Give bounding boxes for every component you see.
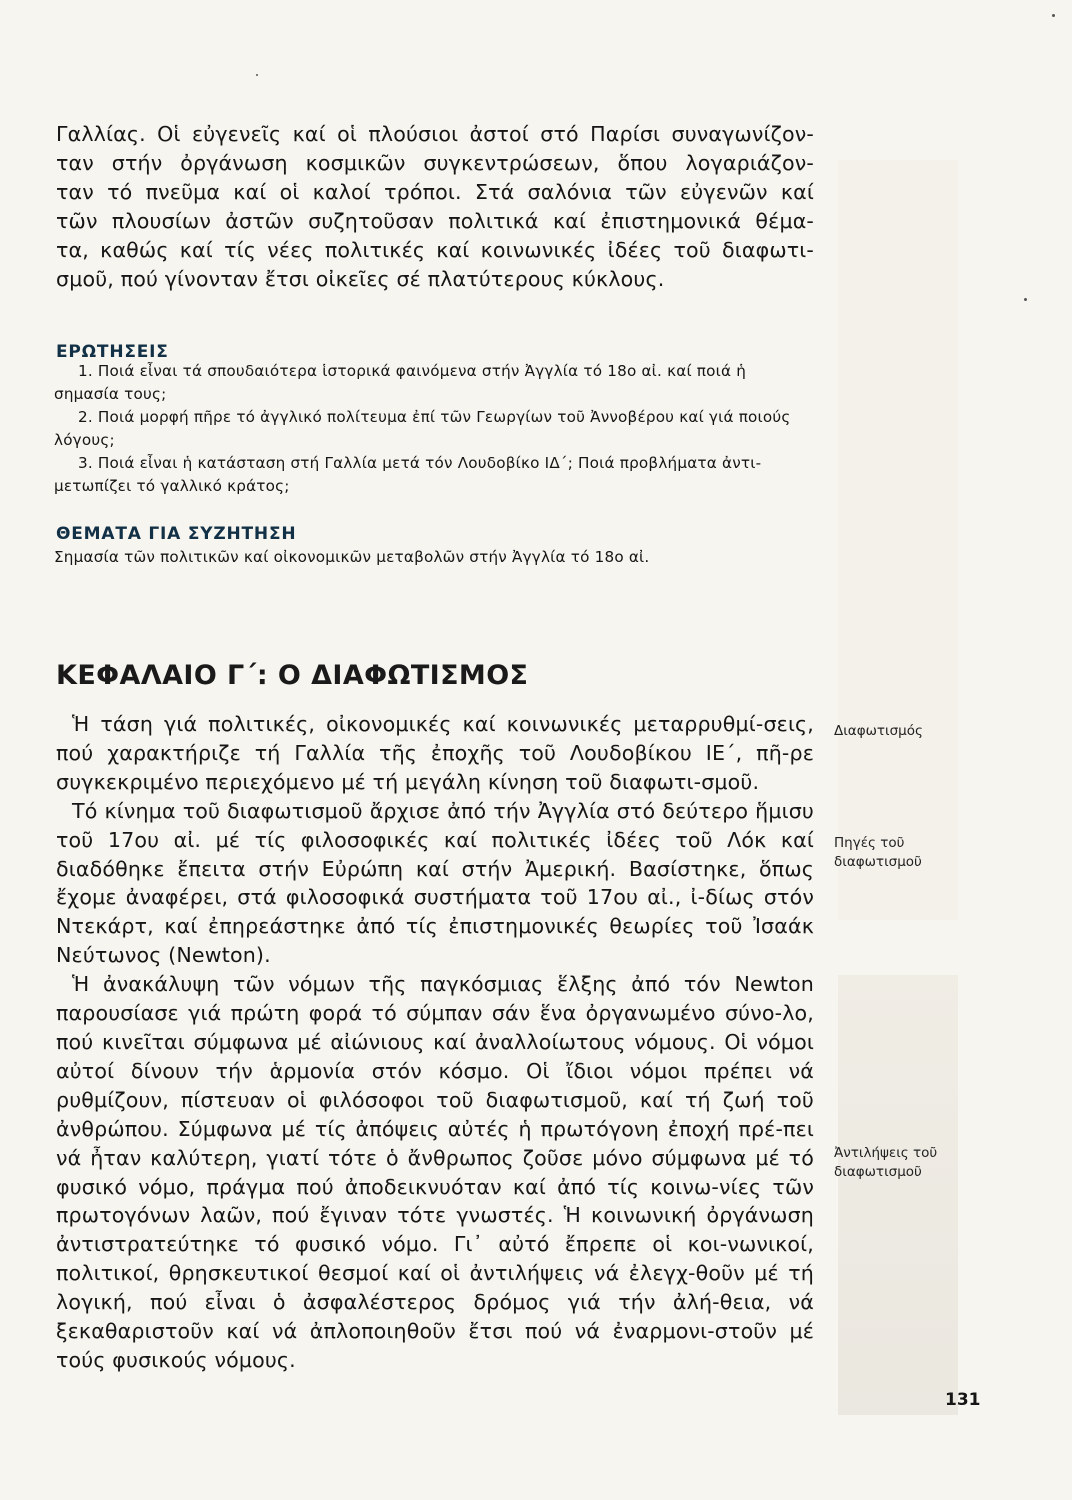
questions-list	[54, 360, 814, 498]
scan-speck	[1052, 14, 1055, 17]
margin-note-text: Πηγές τοῦ	[834, 835, 905, 851]
text-line: Γαλλίας. Οἱ εὐγενεῖς καί οἱ πλούσιοι ἀστοί στό Παρίσι συναγωνίζον-	[56, 122, 814, 146]
margin-background	[838, 160, 958, 920]
discussion-text-block	[54, 546, 814, 569]
paragraph-views: Ἡ ἀνακάλυψη τῶν νόμων τῆς παγκόσμιας ἕλξης ἀπό τόν Newton παρουσίασε γιά πρώτη φορά τό σύμπαν σάν ἕνα ὀργανωμένο σύνο-λο, πού κινεῖται σύμφωνα μέ αἰώνιους καί ἀναλλοίωτους νόμους. Οἱ νόμοι αὐτοί δίνουν τήν ἁρμονία στόν κόσμο. Οἱ ἴδιοι νόμοι πρέπει νά ρυθμίζουν, πίστευαν οἱ φιλόσοφοι τοῦ διαφωτισμοῦ, καί τή ζωή τοῦ ἀνθρώπου. Σύμφωνα μέ τίς ἀπόψεις αὐτές ἡ πρωτόγονη ἐποχή πρέ-πει νά ἦταν καλύτερη, γιατί τότε ὁ ἄνθρωπος ζοῦσε μόνο σύμφωνα μέ τό φυσικό νόμο, πράγμα πού ἀποδεικνυόταν καί ἀπό τίς κοινω-νίες τῶν πρωτογόνων λαῶν, πού ἔγιναν τότε γνωστές. Ἡ κοινωνική ὀργάνωση ἀντιστρατεύτηκε τό φυσικό νόμο. Γι᾿ αὐτό ἔπρεπε οἱ κοι-νωνικοί, πολιτικοί, θρησκευτικοί θεσμοί καί οἱ ἀντιλήψεις νά ἐλεγχ-θοῦν μέ τή λογική, πού εἶναι ὁ ἀσφαλέστερος δρόμος γιά τήν ἀλή-θεια, νά ξεκαθαριστοῦν καί νά ἀπλοποιηθοῦν ἔτσι πού νά ἐναρμονι-στοῦν μέ τούς φυσικούς νόμους.	[56, 972, 814, 1372]
page-number: 131	[945, 1390, 981, 1410]
question-item: 1. Ποιά εἶναι τά σπουδαιότερα ἱστορικά φαινόμενα στήν Ἀγγλία τό 18ο αἰ. καί ποιά ἡ σημασία τους;	[54, 362, 747, 403]
margin-note-enlightenment	[834, 722, 974, 741]
paragraph-sources: Τό κίνημα τοῦ διαφωτισμοῦ ἄρχισε ἀπό τήν Ἀγγλία στό δεύτερο ἥμισυ τοῦ 17ου αἰ. μέ τίς φιλοσοφικές καί πολιτικές ἰδέες τοῦ Λόκ καί διαδόθηκε ἔπειτα στήν Εὐρώπη καί στήν Ἀμερική. Βασίστηκε, ὅπως ἔχομε ἀναφέρει, στά φιλοσοφικά συστήματα τοῦ 17ου αἰ., ἰ-δίως στόν Ντεκάρτ, καί ἐπηρεάστηκε ἀπό τίς ἐπιστημονικές θεωρίες τοῦ Ἰσαάκ Νεύτωνος (Newton).	[56, 798, 814, 968]
chapter-body	[56, 710, 814, 1375]
question-item: 3. Ποιά εἶναι ἡ κατάσταση στή Γαλλία μετά τόν Λουδοβίκο ΙΔ΄; Ποιά προβλήματα ἀντι-μετωπίζει τό γαλλικό κράτος;	[54, 454, 762, 495]
margin-note-text: Ἀντιλήψεις τοῦ	[834, 1145, 938, 1161]
margin-note-text: Διαφωτισμός	[834, 723, 923, 739]
margin-note-text: διαφωτισμοῦ	[834, 854, 922, 870]
scan-speck	[256, 74, 258, 76]
margin-note-views	[834, 1144, 974, 1182]
paragraph-intro: Ἡ τάση γιά πολιτικές, οἰκονομικές καί κοινωνικές μεταρρυθμί-σεις, πού χαρακτήριζε τή Γαλλία τῆς ἐποχῆς τοῦ Λουδοβίκου ΙΕ΄, πῆ-ρε συγκεκριμένο περιεχόμενο μέ τή μεγάλη κίνηση τοῦ διαφωτι-σμοῦ.	[56, 712, 814, 794]
questions-heading: ΕΡΩΤΗΣΕΙΣ	[56, 342, 169, 362]
text-line: τα, καθώς καί τίς νέες πολιτικές καί κοινωνικές ἰδέες τοῦ διαφωτι-	[56, 237, 814, 262]
scan-speck	[1024, 298, 1027, 301]
margin-background-lower	[838, 975, 958, 1415]
discussion-heading: ΘΕΜΑΤΑ ΓΙΑ ΣΥΖΗΤΗΣΗ	[56, 524, 297, 544]
text-line: σμοῦ, πού γίνονταν ἔτσι οἰκεῖες σέ πλατύτερους κύκλους.	[56, 266, 665, 291]
text-line: ταν στήν ὀργάνωση κοσμικῶν συγκεντρώσεων, ὅπου λογαριάζον-	[56, 150, 814, 175]
margin-note-text: διαφωτισμοῦ	[834, 1164, 922, 1180]
discussion-text: Σημασία τῶν πολιτικῶν καί οἰκονομικῶν μεταβολῶν στήν Ἀγγλία τό 18ο αἰ.	[54, 548, 650, 566]
margin-note-sources	[834, 834, 974, 872]
question-item: 2. Ποιά μορφή πῆρε τό ἀγγλικό πολίτευμα ἐπί τῶν Γεωργίων τοῦ Ἀννοβέρου καί γιά ποιούς λόγους;	[54, 408, 791, 449]
text-line: ταν τό πνεῦμα καί οἱ καλοί τρόποι. Στά σαλόνια τῶν εὐγενῶν καί	[56, 179, 814, 204]
continuation-paragraph	[56, 120, 814, 293]
chapter-title: ΚΕΦΑΛΑΙΟ Γ΄: Ο ΔΙΑΦΩΤΙΣΜΟΣ	[56, 660, 529, 691]
text-line: τῶν πλουσίων ἀστῶν συζητοῦσαν πολιτικά καί ἐπιστημονικά θέμα-	[56, 208, 814, 233]
